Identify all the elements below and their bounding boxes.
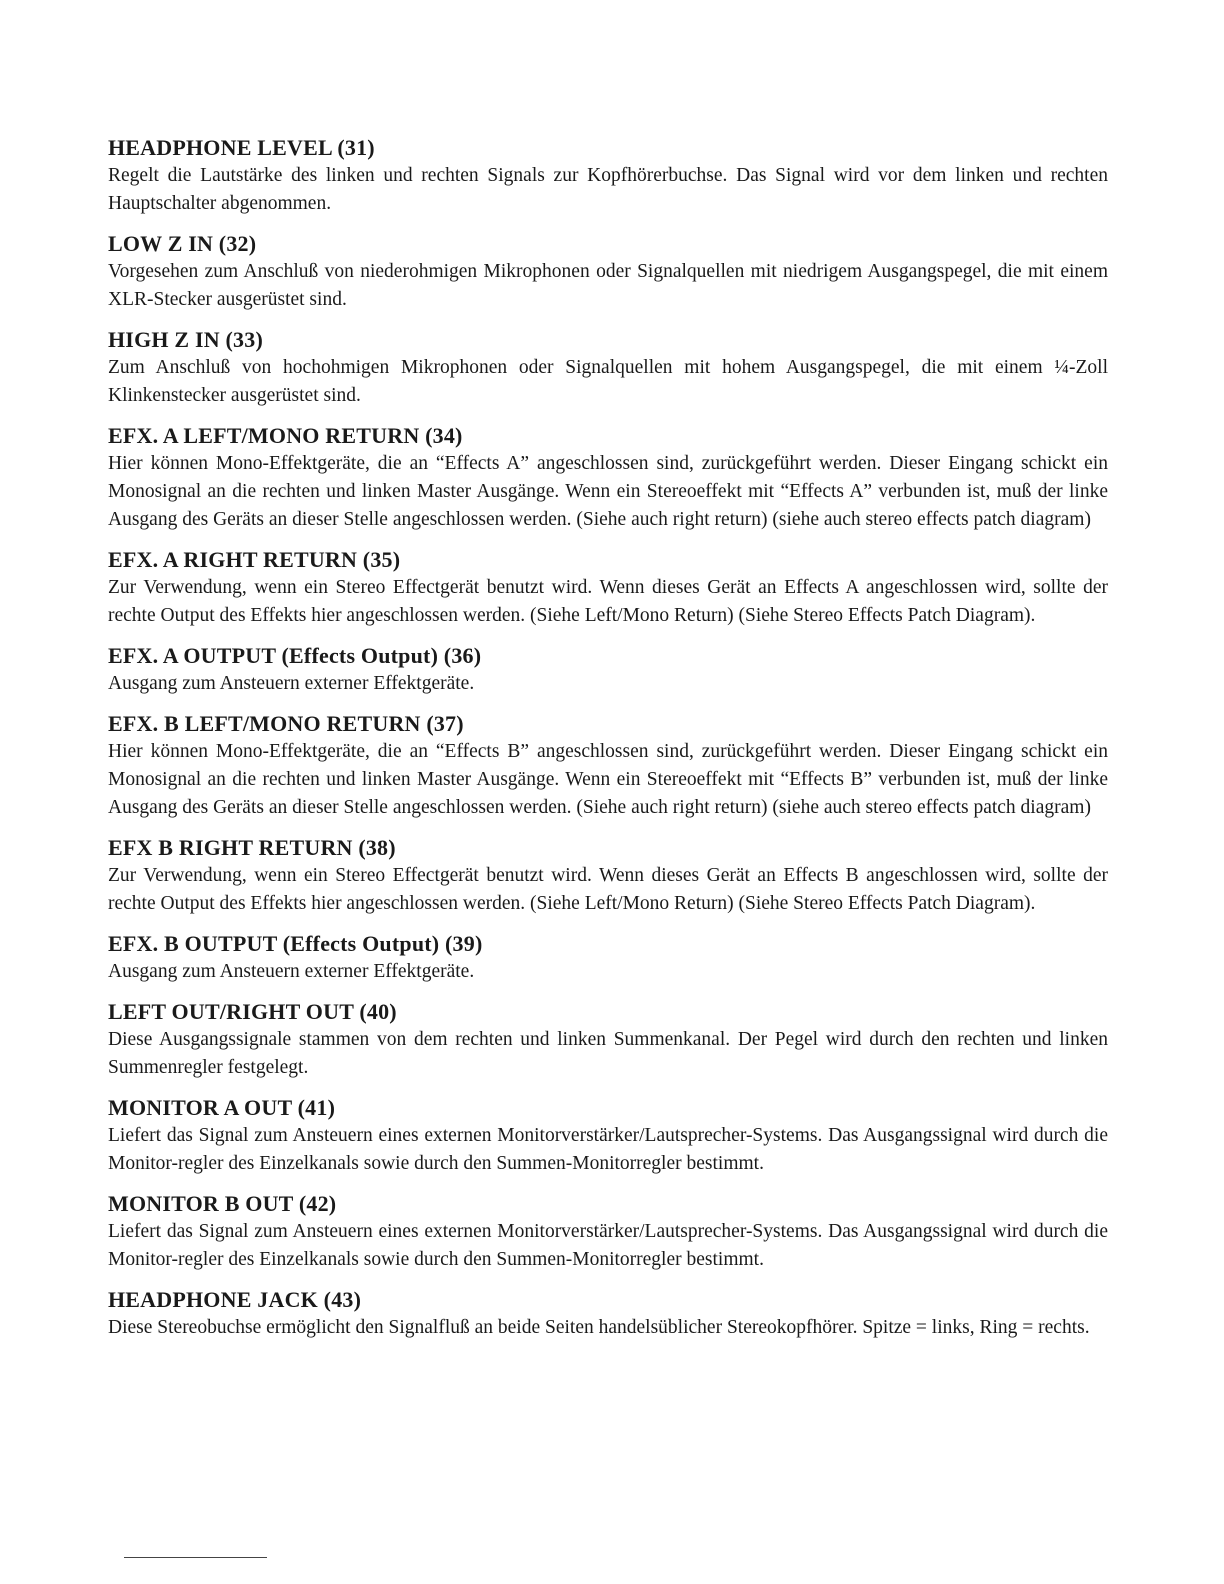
entry-heading: EFX. B OUTPUT (Effects Output) (39) <box>108 931 483 956</box>
entry-body: Diese Stereobuchse ermöglicht den Signalfluß an beide Seiten handelsüblicher Stereokopfhörer. Spitze = links, Ring = rechts. <box>108 1317 1090 1338</box>
entry-body: Ausgang zum Ansteuern externer Effektgeräte. <box>108 961 475 982</box>
entry-low-z-in <box>108 230 1108 314</box>
entry-heading: MONITOR A OUT (41) <box>108 1095 336 1120</box>
page-content <box>108 134 1108 1354</box>
entry-efx-a-right-return <box>108 546 1108 630</box>
entry-efx-b-left-mono-return <box>108 710 1108 822</box>
entry-body: Liefert das Signal zum Ansteuern eines externen Monitorverstärker/Lautsprecher-Systems. Das Ausgangssignal wird durch die Monitor-regler des Einzelkanals sowie durch den Summen-Monitorregler bestimmt. <box>108 1221 1108 1270</box>
entry-headphone-level <box>108 134 1108 218</box>
entry-heading: LEFT OUT/RIGHT OUT (40) <box>108 999 397 1024</box>
entry-body: Hier können Mono-Effektgeräte, die an “Effects B” angeschlossen sind, zurückgeführt werden. Dieser Eingang schickt ein Monosignal an die rechten und linken Master Ausgänge. Wenn ein Stereoeffekt mit “Effects B” verbunden ist, muß der linke Ausgang des Geräts an dieser Stelle angeschlossen werden. (Siehe auch right return) (siehe auch stereo effects patch diagram) <box>108 741 1108 818</box>
entry-efx-a-output <box>108 642 1108 698</box>
entry-body: Zum Anschluß von hochohmigen Mikrophonen oder Signalquellen mit hohem Ausgangspegel, die mit einem ¼-Zoll Klinkenstecker ausgerüstet sind. <box>108 357 1108 406</box>
entry-body: Ausgang zum Ansteuern externer Effektgeräte. <box>108 673 475 694</box>
entry-heading: EFX. A LEFT/MONO RETURN (34) <box>108 423 463 448</box>
entry-headphone-jack <box>108 1286 1108 1342</box>
entry-left-out-right-out <box>108 998 1108 1082</box>
entry-heading: HEADPHONE LEVEL (31) <box>108 135 375 160</box>
entry-heading: EFX. A RIGHT RETURN (35) <box>108 547 401 572</box>
entry-heading: HEADPHONE JACK (43) <box>108 1287 362 1312</box>
entry-efx-a-left-mono-return <box>108 422 1108 534</box>
entry-body: Zur Verwendung, wenn ein Stereo Effectgerät benutzt wird. Wenn dieses Gerät an Effects B angeschlossen wird, sollte der rechte Output des Effekts hier angeschlossen werden. (Siehe Left/Mono Return) (Siehe Stereo Effects Patch Diagram). <box>108 865 1108 914</box>
entry-body: Liefert das Signal zum Ansteuern eines externen Monitorverstärker/Lautsprecher-Systems. Das Ausgangssignal wird durch die Monitor-regler des Einzelkanals sowie durch den Summen-Monitorregler bestimmt. <box>108 1125 1108 1174</box>
entry-heading: LOW Z IN (32) <box>108 231 257 256</box>
entry-body: Regelt die Lautstärke des linken und rechten Signals zur Kopfhörerbuchse. Das Signal wird vor dem linken und rechten Hauptschalter abgenommen. <box>108 165 1108 214</box>
entry-body: Zur Verwendung, wenn ein Stereo Effectgerät benutzt wird. Wenn dieses Gerät an Effects A angeschlossen wird, sollte der rechte Output des Effekts hier angeschlossen werden. (Siehe Left/Mono Return) (Siehe Stereo Effects Patch Diagram). <box>108 577 1108 626</box>
footer-divider <box>124 1557 267 1558</box>
entry-efx-b-right-return <box>108 834 1108 918</box>
entry-heading: MONITOR B OUT (42) <box>108 1191 337 1216</box>
entry-efx-b-output <box>108 930 1108 986</box>
entry-monitor-b-out <box>108 1190 1108 1274</box>
entry-monitor-a-out <box>108 1094 1108 1178</box>
entry-heading: EFX B RIGHT RETURN (38) <box>108 835 396 860</box>
entry-body: Hier können Mono-Effektgeräte, die an “Effects A” angeschlossen sind, zurückgeführt werden. Dieser Eingang schickt ein Monosignal an die rechten und linken Master Ausgänge. Wenn ein Stereoeffekt mit “Effects A” verbunden ist, muß der linke Ausgang des Geräts an dieser Stelle angeschlossen werden. (Siehe auch right return) (siehe auch stereo effects patch diagram) <box>108 453 1108 530</box>
entry-heading: EFX. A OUTPUT (Effects Output) (36) <box>108 643 482 668</box>
entry-heading: HIGH Z IN (33) <box>108 327 263 352</box>
entry-heading: EFX. B LEFT/MONO RETURN (37) <box>108 711 464 736</box>
entry-body: Vorgesehen zum Anschluß von niederohmigen Mikrophonen oder Signalquellen mit niedrigem Ausgangspegel, die mit einem XLR-Stecker ausgerüstet sind. <box>108 261 1108 310</box>
entry-high-z-in <box>108 326 1108 410</box>
entry-body: Diese Ausgangssignale stammen von dem rechten und linken Summenkanal. Der Pegel wird durch den rechten und linken Summenregler festgelegt. <box>108 1029 1108 1078</box>
